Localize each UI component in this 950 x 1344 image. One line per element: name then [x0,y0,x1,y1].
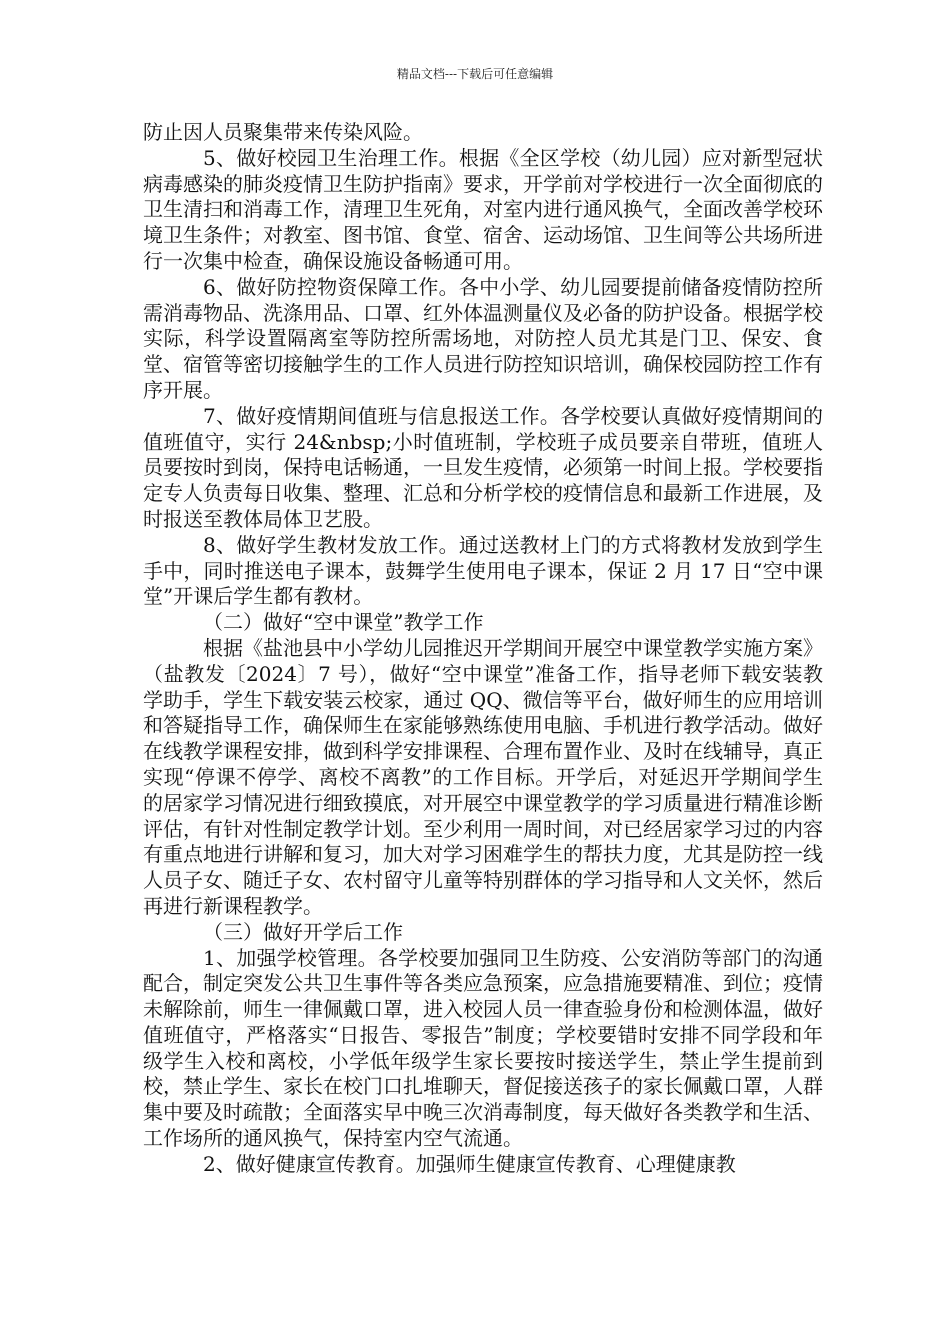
page-header: 精品文档---下载后可任意编辑 [396,67,554,81]
section-heading-3: （三）做好开学后工作 [203,919,403,944]
section-heading-2: （二）做好“空中课堂”教学工作 [203,610,484,635]
document-body [143,120,823,1178]
paragraph-item-5: 5、做好校园卫生治理工作。根据《全区学校（幼儿园）应对新型冠状病毒感染的肺炎疫情卫生防护指南》要求，开学前对学校进行一次全面彻底的卫生清扫和消毒工作，清理卫生死角，对室内进行通风换气，全面改善学校环境卫生条件；对教室、图书馆、食堂、宿舍、运动场馆、卫生间等公共场所进行一次集中检查，确保设施设备畅通可用。 [143,145,823,273]
paragraph-item-1: 1、加强学校管理。各学校要加强同卫生防疫、公安消防等部门的沟通配合，制定突发公共卫生事件等各类应急预案，应急措施要精准、到位；疫情未解除前，师生一律佩戴口罩，进入校园人员一律查验身份和检测体温，做好值班值守，严格落实“日报告、零报告”制度；学校要错时安排不同学段和年级学生入校和离校，小学低年级学生家长要按时接送学生，禁止学生提前到校，禁止学生、家长在校门口扎堆聊天，督促接送孩子的家长佩戴口罩，人群集中要及时疏散；全面落实早中晚三次消毒制度，每天做好各类教学和生活、工作场所的通风换气，保持室内空气流通。 [143,945,823,1151]
paragraph-item-7: 7、做好疫情期间值班与信息报送工作。各学校要认真做好疫情期间的值班值守，实行 24&nbsp;小时值班制，学校班子成员要亲自带班，值班人员要按时到岗，保持电话畅通，一旦发生疫情，必须第一时间上报。学校要指定专人负责每日收集、整理、汇总和分析学校的疫情信息和最新工作进展，及时报送至教体局体卫艺股。 [143,403,823,531]
paragraph-continuation: 防止因人员聚集带来传染风险。 [143,120,423,144]
paragraph-item-6: 6、做好防控物资保障工作。各中小学、幼儿园要提前储备疫情防控所需消毒物品、洗涤用品、口罩、红外体温测量仪及必备的防护设备。根据学校实际，科学设置隔离室等防控所需场地，对防控人员尤其是门卫、保安、食堂、宿管等密切接触学生的工作人员进行防控知识培训，确保校园防控工作有序开展。 [143,274,823,402]
paragraph-item-8: 8、做好学生教材发放工作。通过送教材上门的方式将教材发放到学生手中，同时推送电子课本，鼓舞学生使用电子课本，保证 2 月 17 日“空中课堂”开课后学生都有教材。 [143,532,823,609]
paragraph-air-classroom: 根据《盐池县中小学幼儿园推迟开学期间开展空中课堂教学实施方案》（盐教发〔2024〕7 号），做好“空中课堂”准备工作，指导老师下载安装教学助手，学生下载安装云校家，通过 QQ、微信等平台，做好师生的应用培训和答疑指导工作，确保师生在家能够熟练使用电脑、手机进行教学活动。做好在线教学课程安排，做到科学安排课程、合理布置作业、及时在线辅导，真正实现“停课不停学、离校不离教”的工作目标。开学后，对延迟开学期间学生的居家学习情况进行细致摸底，对开展空中课堂教学的学习质量进行精准诊断评估，有针对性制定教学计划。至少利用一周时间，对已经居家学习过的内容有重点地进行讲解和复习，加大对学习困难学生的帮扶力度，尤其是防控一线人员子女、随迁子女、农村留守儿童等特别群体的学习指导和人文关怀，然后再进行新课程教学。 [143,635,823,918]
paragraph-item-2: 2、做好健康宣传教育。加强师生健康宣传教育、心理健康教 [203,1151,736,1176]
